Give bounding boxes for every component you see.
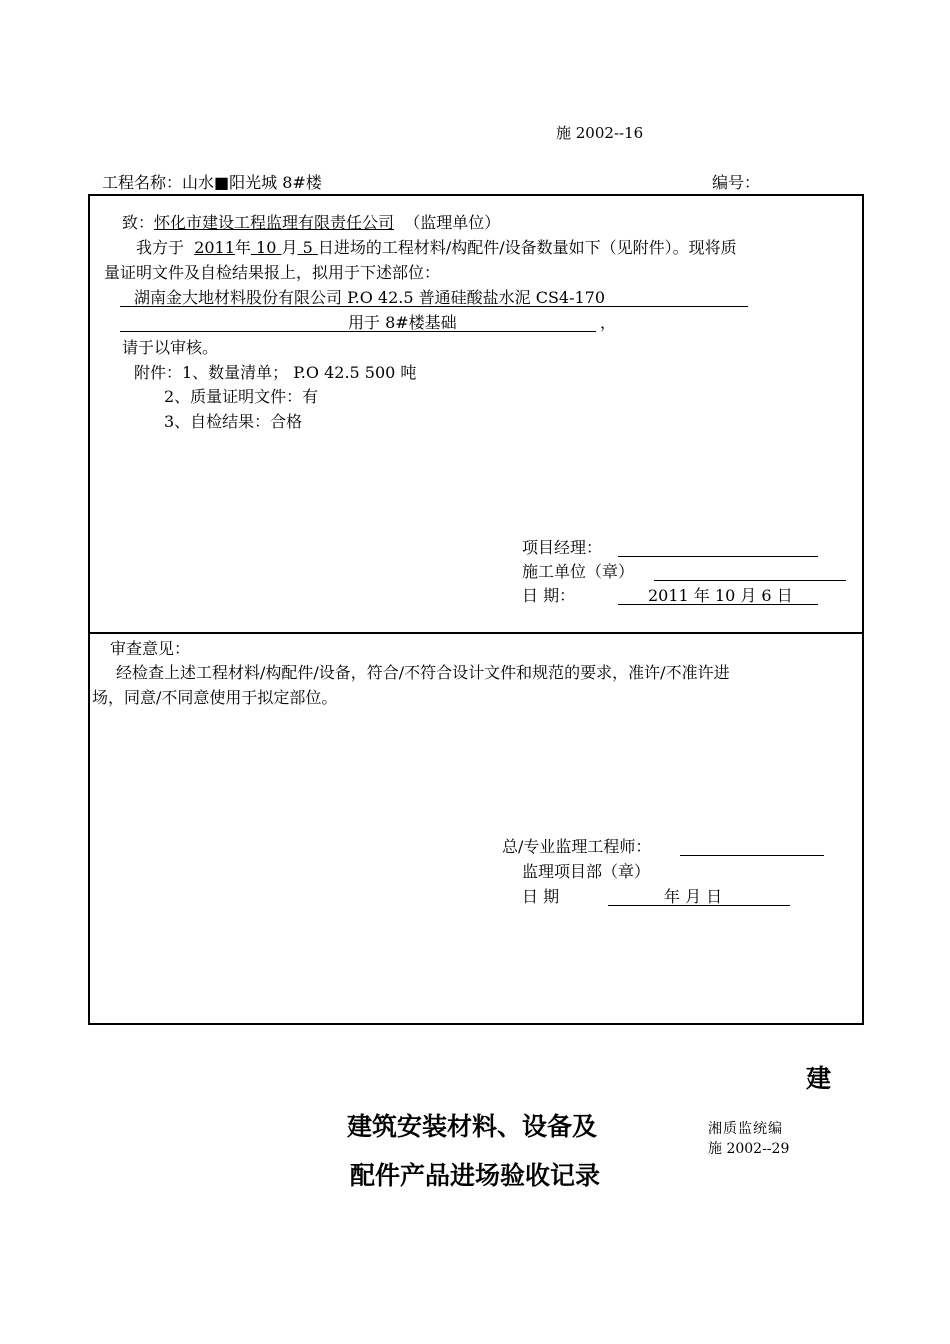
usage-desc: 用于 8#楼基础 [348,313,457,332]
form-code: 施 2002--16 [556,124,644,142]
to-org: 怀化市建设工程监理有限责任公司 [154,213,395,232]
material-desc: 湖南金大地材料股份有限公司 P.O 42.5 普通硅酸盐水泥 CS4-170 [134,288,606,307]
serial-label: 编号： [712,173,761,192]
entry-nian: 年 [234,238,251,257]
review-request: 请于以审核。 [122,338,219,357]
supervision-dept-label: 监理项目部（章） [522,862,651,881]
review-text-2: 场，同意/不同意使用于拟定部位。 [92,688,338,707]
report-date-label: 日 期： [522,586,576,605]
compiler-org: 湘质监统编 [708,1121,783,1137]
review-date-underline [608,905,790,906]
entry-line [136,240,737,256]
next-page-title-line-1: 建筑安装材料、设备及 [347,1112,598,1141]
entry-month: 10 [256,238,277,257]
next-page-title-fragment: 建 [806,1064,832,1093]
attachment-1: 附件：1、数量清单； P.O 42.5 500 吨 [134,363,417,382]
entry-suffix: 日进场的工程材料/构配件/设备数量如下（见附件）。现将质 [317,238,737,257]
next-page-title-line-2: 配件产品进场验收记录 [350,1161,601,1190]
review-date-value: 年 月 日 [664,887,723,906]
review-text-1: 经检查上述工程材料/构配件/设备，符合/不符合设计文件和规范的要求，准许/不准许进 [116,663,730,682]
project-name: 工程名称：山水■阳光城 8#楼 [102,173,322,192]
entry-yue: 月 [281,238,298,257]
entry-day: 5 [302,238,313,257]
construction-unit-seal-line [654,580,846,581]
entry-line2: 量证明文件及自检结果报上，拟用于下述部位： [104,263,441,282]
report-date-value: 2011 年 10 月 6 日 [648,586,793,605]
review-title: 审查意见： [110,639,191,658]
to-line [122,215,500,231]
attachment-3: 3、自检结果：合格 [164,412,303,431]
material-underline [120,306,748,307]
construction-unit-label: 施工单位（章） [522,562,635,581]
to-prefix: 致： [122,213,155,232]
supervising-engineer-signature-line [680,855,824,856]
report-date-underline [618,604,818,605]
usage-underline [120,331,596,332]
review-date-label: 日 期 [522,887,560,906]
entry-year: 2011 [194,238,235,257]
next-form-code: 施 2002--29 [708,1141,790,1157]
supervising-engineer-label: 总/专业监理工程师： [502,837,652,856]
project-manager-label: 项目经理： [522,538,603,557]
project-manager-signature-line [618,556,818,557]
attachment-2: 2、质量证明文件：有 [164,387,319,406]
usage-comma: ， [600,313,617,332]
entry-prefix: 我方于 [136,238,185,257]
to-suffix: （监理单位） [404,213,501,232]
